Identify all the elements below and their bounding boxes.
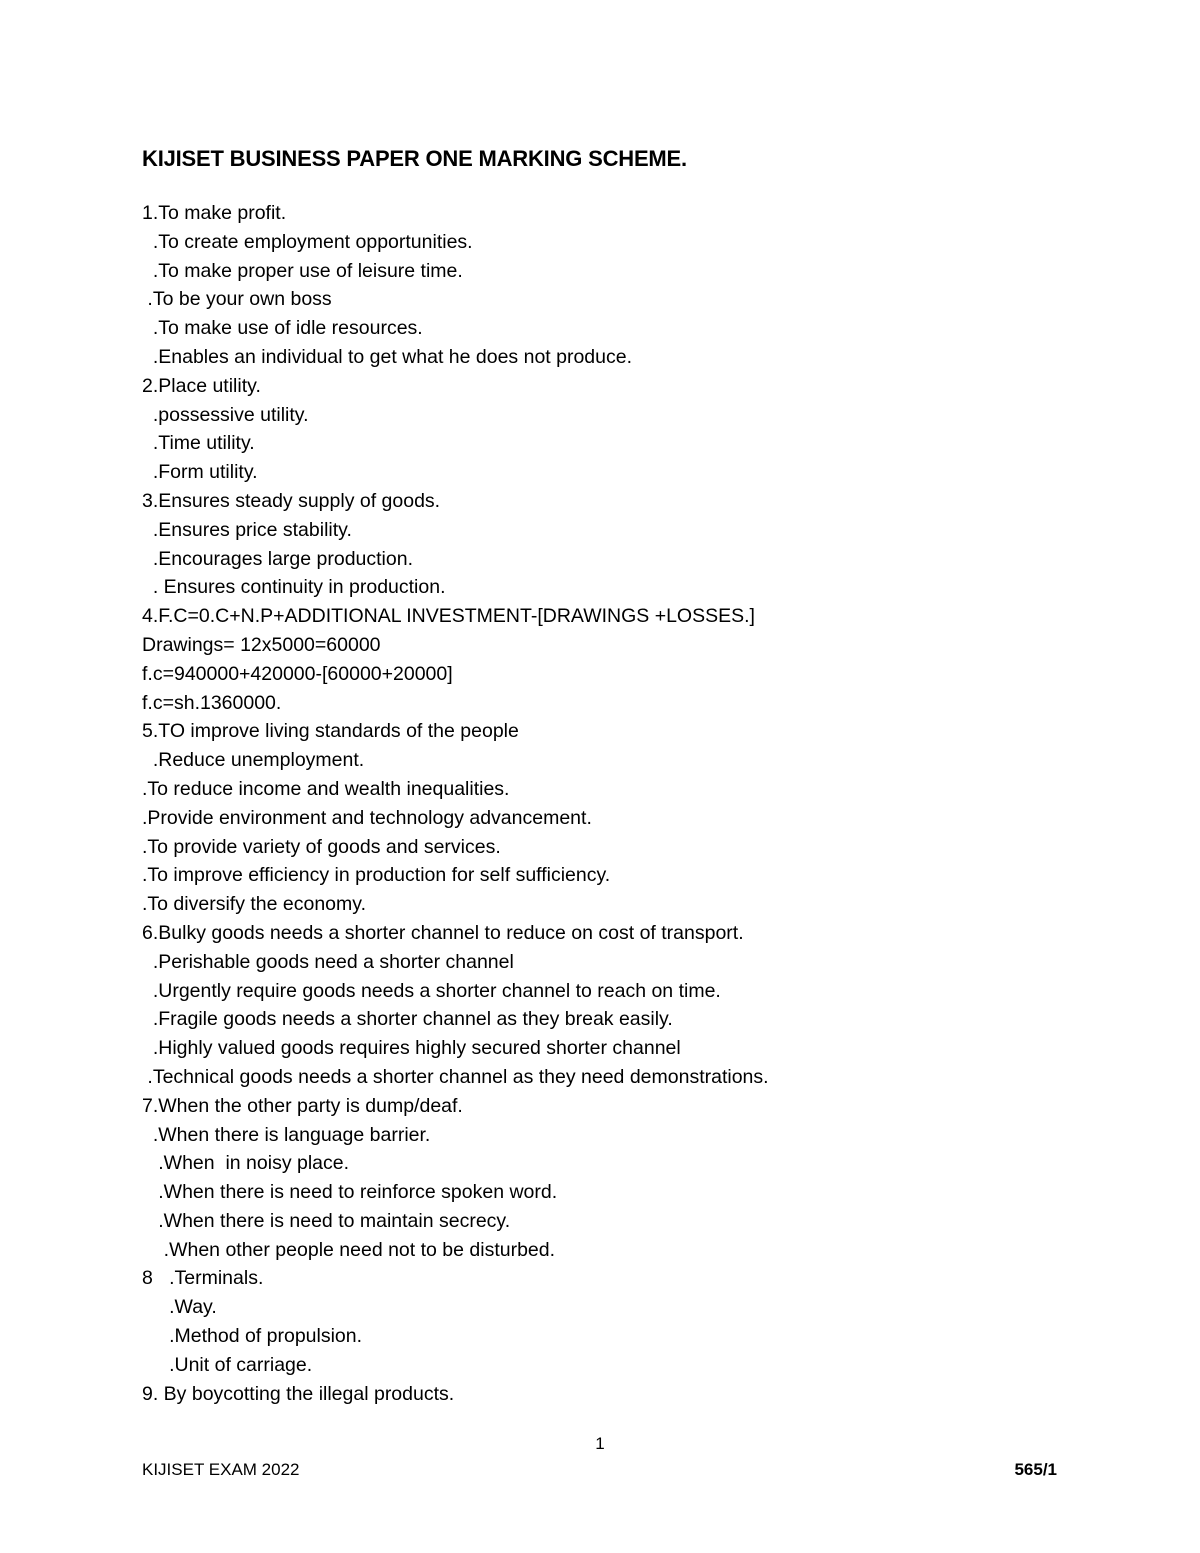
footer-paper-code: 565/1 xyxy=(1014,1460,1057,1479)
scheme-line: .Form utility. xyxy=(142,461,258,484)
scheme-line: 7.When the other party is dump/deaf. xyxy=(142,1094,463,1117)
scheme-line: .When there is language barrier. xyxy=(142,1123,431,1146)
scheme-line: .To create employment opportunities. xyxy=(142,230,473,253)
scheme-line: .When there is need to maintain secrecy. xyxy=(142,1209,511,1232)
scheme-line: 1.To make profit. xyxy=(142,202,287,224)
scheme-line: . Ensures continuity in production. xyxy=(142,576,446,599)
scheme-line: .Highly valued goods requires highly secured shorter channel xyxy=(142,1037,681,1060)
scheme-line: Drawings= 12x5000=60000 xyxy=(142,633,381,656)
scheme-line: .To make use of idle resources. xyxy=(142,317,423,340)
scheme-line: .Encourages large production. xyxy=(142,547,414,570)
scheme-line: 6.Bulky goods needs a shorter channel to reduce on cost of transport. xyxy=(142,921,744,944)
footer-exam-name: KIJISET EXAM 2022 xyxy=(142,1460,300,1479)
scheme-line: .To provide variety of goods and services. xyxy=(142,835,501,858)
scheme-line: .Enables an individual to get what he does not produce. xyxy=(142,345,633,368)
scheme-line: .Urgently require goods needs a shorter channel to reach on time. xyxy=(142,979,721,1002)
scheme-line: .Unit of carriage. xyxy=(142,1353,313,1376)
scheme-line: .To reduce income and wealth inequalities. xyxy=(142,777,510,800)
scheme-line: .When other people need not to be disturbed. xyxy=(142,1238,556,1261)
document-title: KIJISET BUSINESS PAPER ONE MARKING SCHEME. xyxy=(142,146,687,171)
scheme-line: 4.F.C=0.C+N.P+ADDITIONAL INVESTMENT-[DRAWINGS +LOSSES.] xyxy=(142,605,755,628)
scheme-line: .Reduce unemployment. xyxy=(142,749,365,772)
scheme-line: .To be your own boss xyxy=(142,288,332,311)
scheme-line: .Ensures price stability. xyxy=(142,518,352,541)
scheme-line: .possessive utility. xyxy=(142,403,309,426)
scheme-line: .Method of propulsion. xyxy=(142,1325,363,1348)
scheme-line: .Fragile goods needs a shorter channel as they break easily. xyxy=(142,1008,673,1031)
page-number: 1 xyxy=(595,1434,605,1453)
scheme-line: .Way. xyxy=(142,1296,217,1319)
scheme-line: 3.Ensures steady supply of goods. xyxy=(142,489,441,512)
marking-scheme-body xyxy=(142,199,1142,1408)
scheme-line: 9. By boycotting the illegal products. xyxy=(142,1382,455,1405)
scheme-line: 8 .Terminals. xyxy=(142,1267,264,1290)
scheme-line: .When in noisy place. xyxy=(142,1152,350,1175)
scheme-line: .When there is need to reinforce spoken word. xyxy=(142,1181,558,1204)
scheme-line: .To make proper use of leisure time. xyxy=(142,259,463,282)
scheme-line: .Technical goods needs a shorter channel as they need demonstrations. xyxy=(142,1065,769,1088)
scheme-line: f.c=940000+420000-[60000+20000] xyxy=(142,662,453,685)
scheme-line: .Perishable goods need a shorter channel xyxy=(142,950,514,973)
scheme-line: .To improve efficiency in production for self sufficiency. xyxy=(142,864,611,887)
scheme-line: 5.TO improve living standards of the people xyxy=(142,720,519,743)
scheme-line: 2.Place utility. xyxy=(142,374,261,397)
scheme-line: .Time utility. xyxy=(142,432,255,455)
scheme-line: .Provide environment and technology advancement. xyxy=(142,806,592,829)
scheme-line: .To diversify the economy. xyxy=(142,893,366,916)
scheme-line: f.c=sh.1360000. xyxy=(142,691,282,714)
